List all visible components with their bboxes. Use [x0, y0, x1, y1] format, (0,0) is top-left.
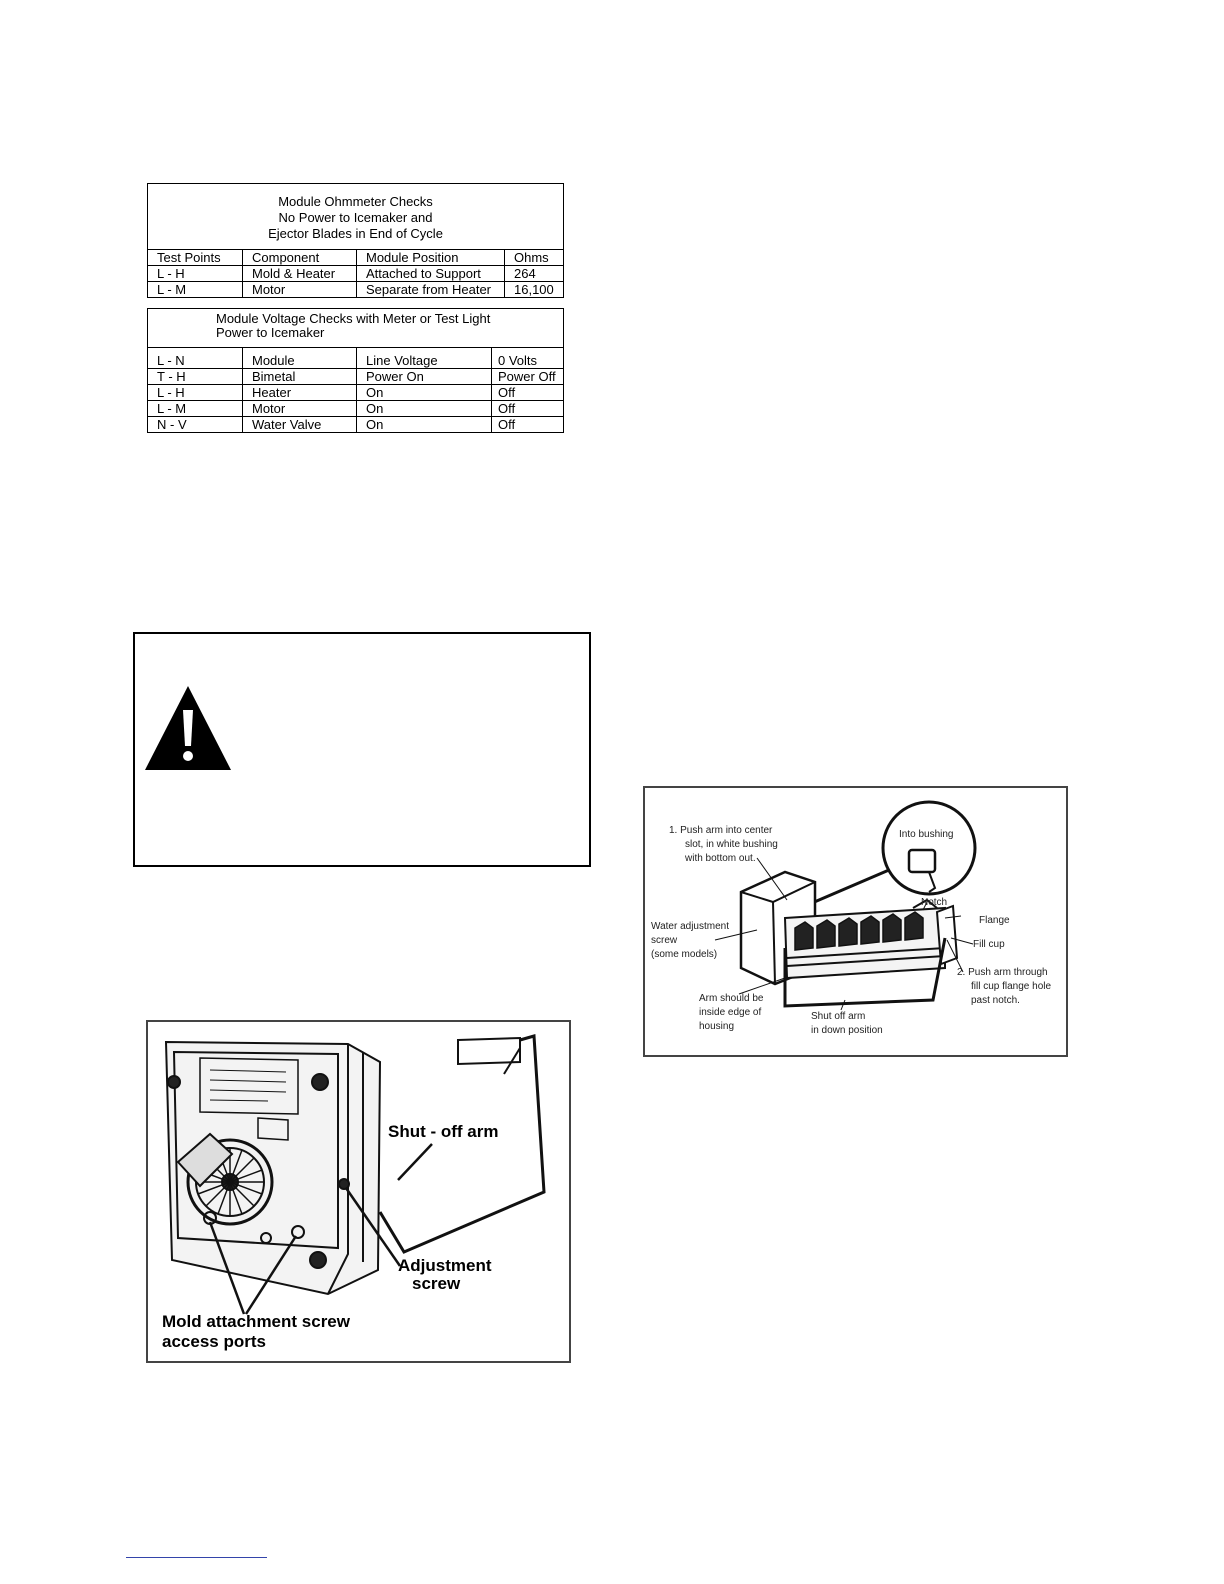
table-row [148, 266, 564, 282]
water-screw-line2: screw [651, 935, 678, 946]
voltage-checks-table [147, 308, 564, 433]
arm-note-line3: housing [699, 1021, 735, 1032]
table-cell: Mold & Heater [243, 266, 357, 282]
table-cell: Bimetal [243, 369, 357, 385]
ohmmeter-table-title: Module Ohmmeter Checks No Power to Icemaker and Ejector Blades in End of Cycle [148, 184, 564, 250]
mold-ports-label-line2: access ports [162, 1332, 266, 1351]
table-cell: L - H [148, 266, 243, 282]
header-cell: 0 Volts [492, 348, 564, 369]
table-cell: Power On [357, 369, 492, 385]
table-cell: 16,100 [505, 282, 564, 298]
icemaker-module-figure [146, 1020, 571, 1363]
header-cell: Line Voltage [357, 348, 492, 369]
table-row [148, 282, 564, 298]
table-cell: N - V [148, 417, 243, 433]
shutoff-arm-note-line2: in down position [811, 1025, 883, 1036]
step2-line3: past notch. [971, 995, 1020, 1006]
icemaker-module-illustration [148, 1022, 569, 1361]
header-cell: Test Points [148, 250, 243, 266]
icemaker-assembly-figure [643, 786, 1068, 1057]
shutoff-arm-label: Shut - off arm [388, 1122, 499, 1141]
header-cell: Module Position [357, 250, 505, 266]
table-cell: Water Valve [243, 417, 357, 433]
step2-line1: 2. Push arm through [957, 967, 1048, 978]
step1-line1: 1. Push arm into center [669, 825, 773, 836]
table-header-row [148, 250, 564, 266]
bushing-label: Into bushing [899, 829, 954, 840]
header-cell: Ohms [505, 250, 564, 266]
table-cell: Attached to Support [357, 266, 505, 282]
table-cell: Off [492, 385, 564, 401]
header-cell: L - N [148, 348, 243, 369]
table-cell: L - M [148, 282, 243, 298]
table-row [148, 385, 564, 401]
shutoff-arm-note-line1: Shut off arm [811, 1011, 866, 1022]
table-row [148, 369, 564, 385]
table-cell: Off [492, 417, 564, 433]
warning-triangle-icon [145, 684, 235, 774]
table-cell: L - H [148, 385, 243, 401]
table-cell: Power Off [492, 369, 564, 385]
warning-box [133, 632, 591, 867]
arm-note-line1: Arm should be [699, 993, 764, 1004]
table-cell: On [357, 401, 492, 417]
table-header-row [148, 348, 564, 369]
table-cell: L - M [148, 401, 243, 417]
voltage-table-title: Module Voltage Checks with Meter or Test Light Power to Icemaker [148, 309, 564, 348]
table-cell: T - H [148, 369, 243, 385]
fill-cup-label: Fill cup [973, 939, 1005, 950]
water-screw-line3: (some models) [651, 949, 718, 960]
step2-line2: fill cup flange hole [971, 981, 1052, 992]
arm-note-line2: inside edge of [699, 1007, 762, 1018]
table-row [148, 401, 564, 417]
footnote-separator [126, 1557, 267, 1558]
table-cell: Separate from Heater [357, 282, 505, 298]
table-cell: 264 [505, 266, 564, 282]
table-cell: On [357, 385, 492, 401]
flange-label: Flange [979, 915, 1010, 926]
table-cell: On [357, 417, 492, 433]
adjustment-label-line1: Adjustment [398, 1256, 492, 1275]
water-screw-line1: Water adjustment [651, 921, 729, 932]
notch-label: Notch [921, 897, 948, 908]
ohmmeter-checks-table [147, 183, 564, 298]
header-cell: Module [243, 348, 357, 369]
table-row [148, 417, 564, 433]
table-cell: Motor [243, 282, 357, 298]
adjustment-label-line2: screw [412, 1274, 461, 1293]
table-cell: Motor [243, 401, 357, 417]
table-cell: Heater [243, 385, 357, 401]
table-cell: Off [492, 401, 564, 417]
step1-line2: slot, in white bushing [685, 839, 778, 850]
step1-line3: with bottom out. [685, 853, 756, 864]
mold-ports-label-line1: Mold attachment screw [162, 1312, 350, 1331]
header-cell: Component [243, 250, 357, 266]
